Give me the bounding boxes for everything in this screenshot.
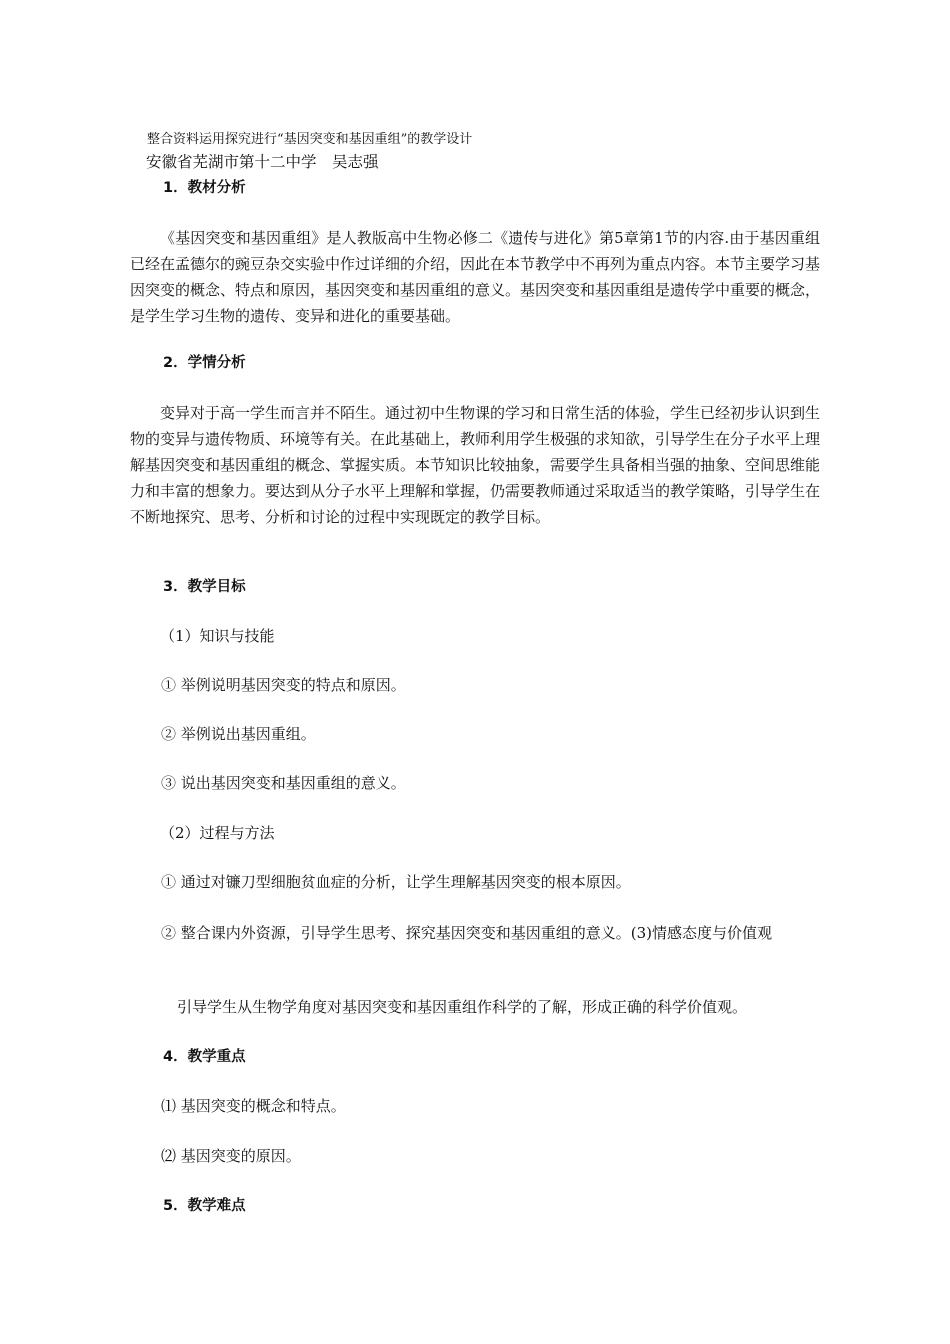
key-point-item: ⑴ 基因突变的概念和特点。 xyxy=(161,1097,346,1115)
subheading-process-methods: （2）过程与方法 xyxy=(160,824,275,842)
goal-item: ② 举例说出基因重组。 xyxy=(161,725,316,743)
paragraph-textbook-analysis: 《基因突变和基因重组》是人教版高中生物必修二《遗传与进化》第5章第1节的内容.由于基因重组已经在孟德尔的豌豆杂交实验中作过详细的介绍，因此在本节教学中不再列为重点内容。本节主要学习基因突变的概念、特点和原因，基因突变和基因重组的意义。基因突变和基因重组是遗传学中重要的概念，是学生学习生物的遗传、变异和进化的重要基础。 xyxy=(130,229,821,325)
goal-item: ① 举例说明基因突变的特点和原因。 xyxy=(161,676,406,694)
heading-difficult-points: 5．教学难点 xyxy=(163,1198,246,1214)
heading-key-points: 4．教学重点 xyxy=(163,1049,246,1065)
document-title: 整合资料运用探究进行“基因突变和基因重组”的教学设计 xyxy=(147,132,473,147)
subheading-knowledge-skills: （1）知识与技能 xyxy=(160,627,275,645)
heading-student-analysis: 2．学情分析 xyxy=(163,355,246,371)
heading-teaching-goals: 3．教学目标 xyxy=(163,579,246,595)
goal-item: 引导学生从生物学角度对基因突变和基因重组作科学的了解，形成正确的科学价值观。 xyxy=(177,998,748,1016)
paragraph-student-analysis: 变异对于高一学生而言并不陌生。通过初中生物课的学习和日常生活的体验，学生已经初步认识到生物的变异与遗传物质、环境等有关。在此基础上，教师利用学生极强的求知欲，引导学生在分子水平上理解基因突变和基因重组的概念、掌握实质。本节知识比较抽象，需要学生具备相当强的抽象、空间思维能力和丰富的想象力。要达到从分子水平上理解和掌握，仍需要教师通过采取适当的教学策略，引导学生在不断地探究、思考、分析和讨论的过程中实现既定的教学目标。 xyxy=(130,404,821,526)
heading-textbook-analysis: 1．教材分析 xyxy=(163,180,246,196)
goal-item: ② 整合课内外资源，引导学生思考、探究基因突变和基因重组的意义。(3)情感态度与价值观 xyxy=(161,924,773,942)
key-point-item: ⑵ 基因突变的原因。 xyxy=(161,1147,301,1165)
goal-item: ③ 说出基因突变和基因重组的意义。 xyxy=(161,774,406,792)
author-line: 安徽省芜湖市第十二中学 吴志强 xyxy=(146,153,379,171)
goal-item: ① 通过对镰刀型细胞贫血症的分析，让学生理解基因突变的根本原因。 xyxy=(161,873,631,891)
